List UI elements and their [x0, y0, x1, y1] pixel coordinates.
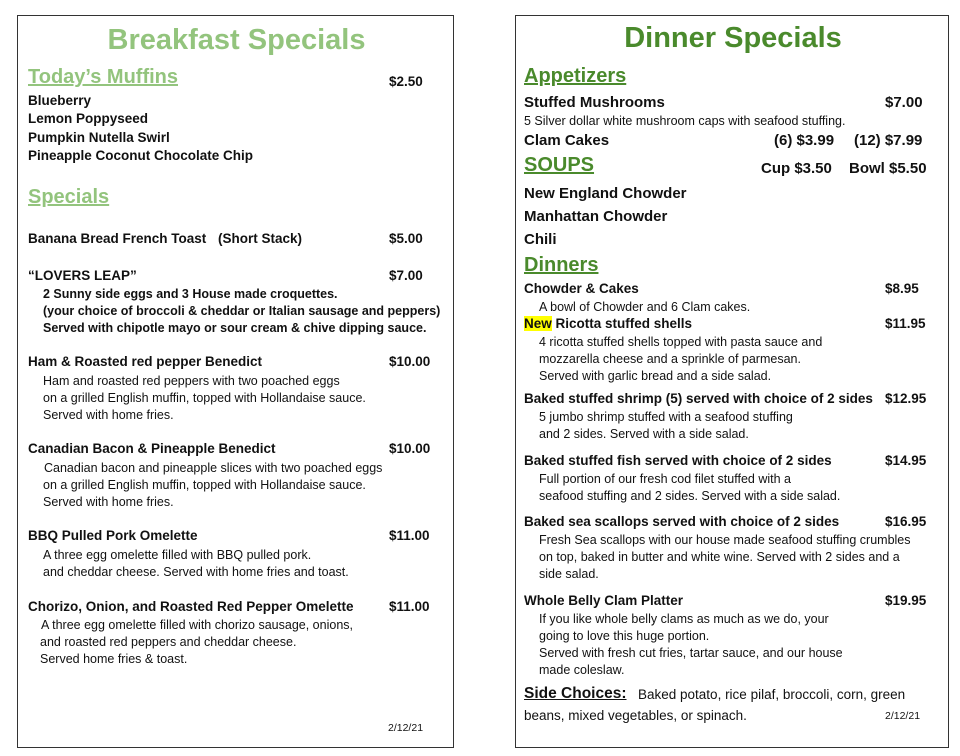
menu-item-desc: and roasted red peppers and cheddar cheese. [40, 635, 297, 649]
menu-item-price: $14.95 [885, 453, 927, 468]
menu-item-price: $11.00 [389, 599, 430, 614]
menu-item-price: (6) $3.99 [774, 132, 835, 149]
menu-item-desc: going to love this huge portion. [539, 629, 710, 643]
menu-item-desc: on a grilled English muffin, topped with Hollandaise sauce. [43, 391, 366, 405]
menu-item-note: (Short Stack) [218, 231, 303, 246]
soup-bowl-price: Bowl $5.50 [849, 160, 927, 177]
new-badge: New [524, 316, 552, 331]
menu-item-desc: If you like whole belly clams as much as we do, your [539, 612, 829, 626]
appetizers-heading: Appetizers [524, 65, 627, 87]
menu-item-desc: on a grilled English muffin, topped with Hollandaise sauce. [43, 478, 366, 492]
specials-heading: Specials [28, 186, 110, 208]
menu-item-price: $5.00 [389, 231, 423, 246]
soup-cup-price: Cup $3.50 [761, 160, 832, 177]
muffins-price: $2.50 [389, 74, 423, 89]
breakfast-title: Breakfast Specials [107, 24, 366, 56]
menu-item-desc: (your choice of broccoli & cheddar or Italian sausage and peppers) [43, 304, 441, 318]
menu-item-desc: 2 Sunny side eggs and 3 House made croquettes. [43, 287, 338, 301]
menu-item-price: $8.95 [885, 281, 919, 296]
menu-item-name: Baked sea scallops served with choice of 2 sides [524, 514, 840, 529]
menu-item-desc: Served with chipotle mayo or sour cream & chive dipping sauce. [43, 321, 427, 335]
menu-item-title: Ricotta stuffed shells [555, 316, 693, 331]
menu-item-desc: Canadian bacon and pineapple slices with two poached eggs [44, 461, 383, 475]
menu-item-desc: 5 Silver dollar white mushroom caps with seafood stuffing. [524, 114, 846, 128]
breakfast-menu-panel [17, 15, 454, 748]
menu-item-name: Whole Belly Clam Platter [524, 593, 684, 608]
menu-item-price: $10.00 [389, 354, 431, 369]
menu-item-desc: A three egg omelette filled with chorizo sausage, onions, [41, 618, 353, 632]
menu-item-desc: Served home fries & toast. [40, 652, 188, 666]
menu-item-price: (12) $7.99 [854, 132, 923, 149]
menu-item-desc: Served with home fries. [43, 495, 174, 509]
menu-date: 2/12/21 [885, 710, 921, 722]
dinner-menu-panel [515, 15, 949, 748]
muffin-item: Lemon Poppyseed [28, 111, 149, 126]
menu-item-price: $10.00 [389, 441, 431, 456]
menu-item-desc: mozzarella cheese and a sprinkle of parmesan. [539, 352, 801, 366]
menu-item-name: Chorizo, Onion, and Roasted Red Pepper Omelette [28, 599, 354, 614]
soup-item: Manhattan Chowder [524, 208, 668, 225]
menu-item-name: Ham & Roasted red pepper Benedict [28, 354, 263, 369]
menu-item-name: Baked stuffed fish served with choice of 2 sides [524, 453, 832, 468]
menu-item-name: Canadian Bacon & Pineapple Benedict [28, 441, 276, 456]
menu-item-price: $7.00 [389, 268, 423, 283]
side-choices-text: Baked potato, rice pilaf, broccoli, corn, green [638, 687, 906, 702]
menu-item-desc: A three egg omelette filled with BBQ pulled pork. [43, 548, 312, 562]
menu-item-name: “LOVERS LEAP” [28, 268, 137, 283]
muffin-item: Blueberry [28, 93, 92, 108]
dinners-heading: Dinners [524, 254, 599, 276]
menu-item-desc: seafood stuffing and 2 sides. Served with a side salad. [539, 489, 841, 503]
menu-item-name [524, 316, 692, 331]
side-choices-text: beans, mixed vegetables, or spinach. [524, 708, 747, 723]
menu-item-desc: 4 ricotta stuffed shells topped with pasta sauce and [539, 335, 823, 349]
menu-item-desc: Full portion of our fresh cod filet stuffed with a [539, 472, 791, 486]
menu-item-desc: Ham and roasted red peppers with two poached eggs [43, 374, 340, 388]
soup-item: New England Chowder [524, 185, 687, 202]
menu-item-desc: on top, baked in butter and white wine. Served with 2 sides and a [539, 550, 900, 564]
menu-item-desc: 5 jumbo shrimp stuffed with a seafood stuffing [539, 410, 793, 424]
muffin-item: Pumpkin Nutella Swirl [28, 130, 170, 145]
menu-item-desc: and cheddar cheese. Served with home fries and toast. [43, 565, 349, 579]
menu-item-desc: Served with fresh cut fries, tartar sauce, and our house [539, 646, 843, 660]
menu-item-name: Baked stuffed shrimp (5) served with choice of 2 sides [524, 391, 873, 406]
menu-item-desc: Served with home fries. [43, 408, 174, 422]
menu-item-price: $11.95 [885, 316, 926, 331]
muffin-item: Pineapple Coconut Chocolate Chip [28, 148, 254, 163]
menu-item-desc: Served with garlic bread and a side salad. [539, 369, 772, 383]
menu-item-price: $19.95 [885, 593, 927, 608]
menu-item-name: Clam Cakes [524, 132, 610, 149]
menu-item-desc: side salad. [539, 567, 599, 581]
side-choices-label: Side Choices: [524, 685, 627, 702]
soup-item: Chili [524, 231, 557, 248]
menu-date: 2/12/21 [388, 722, 424, 734]
menu-item-desc: Fresh Sea scallops with our house made seafood stuffing crumbles [539, 533, 911, 547]
menu-item-price: $7.00 [885, 94, 923, 111]
dinner-title: Dinner Specials [624, 22, 842, 54]
menu-item-name: BBQ Pulled Pork Omelette [28, 528, 198, 543]
muffins-heading: Today’s Muffins [28, 66, 178, 88]
menu-item-price: $11.00 [389, 528, 430, 543]
soups-heading: SOUPS [524, 154, 595, 176]
menu-item-name: Chowder & Cakes [524, 281, 639, 296]
menu-item-name: Stuffed Mushrooms [524, 94, 665, 111]
menu-item-desc: made coleslaw. [539, 663, 625, 677]
menu-item-name: Banana Bread French Toast [28, 231, 207, 246]
menu-item-price: $16.95 [885, 514, 927, 529]
menu-item-desc: A bowl of Chowder and 6 Clam cakes. [539, 300, 751, 314]
menu-item-desc: and 2 sides. Served with a side salad. [539, 427, 749, 441]
menu-item-price: $12.95 [885, 391, 927, 406]
